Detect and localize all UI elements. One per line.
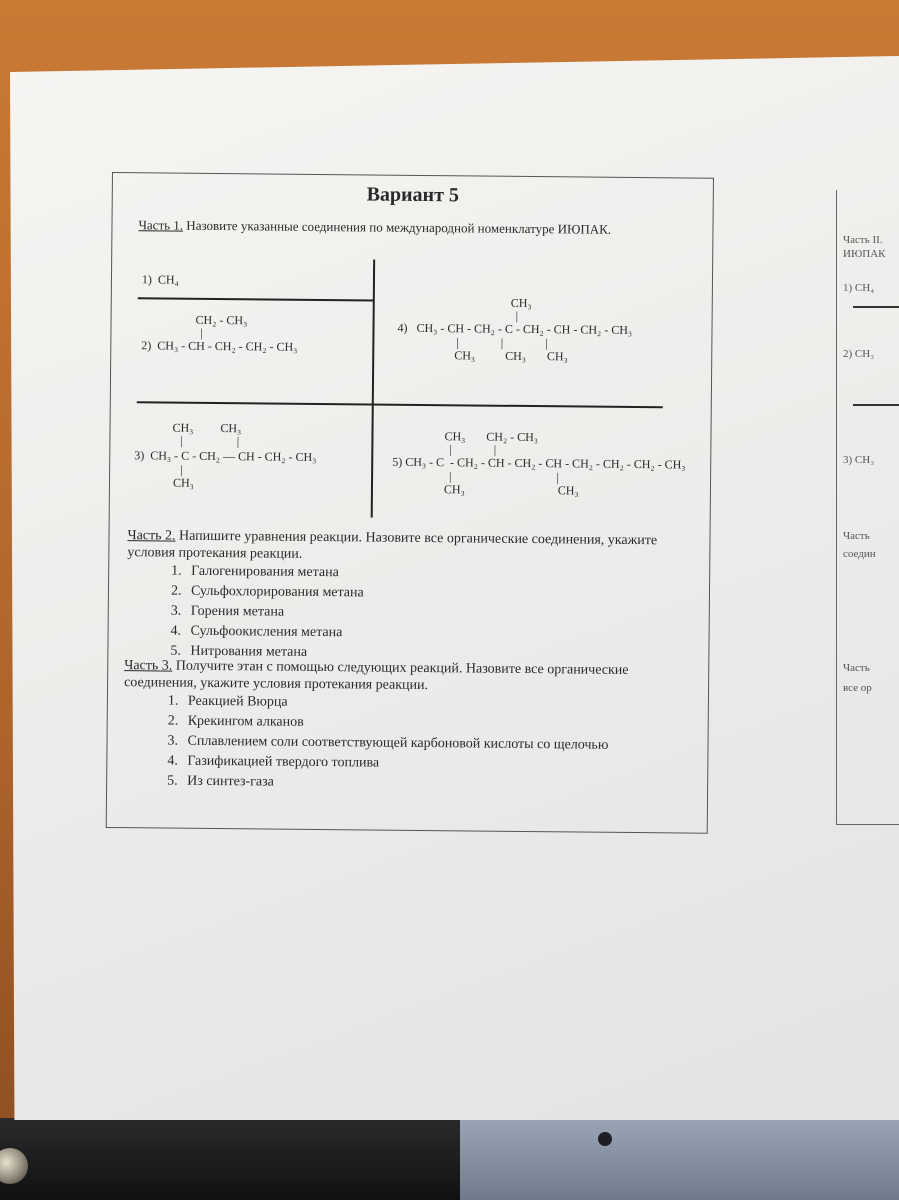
formula-5-bonds-top: | |: [449, 442, 497, 457]
formula-3-bonds-top: | |: [180, 433, 240, 449]
fragment-text: Часть II.: [843, 234, 883, 246]
cloth: [460, 1118, 899, 1200]
formula-5-main: 5) CH₃ - C - CH₂ - CH - CH₂ - CH - CH₂ - CH₂ - CH₂ - CH₃: [392, 454, 686, 472]
formula-4-bottom: CH₃ CH₃ CH₃: [454, 348, 568, 364]
part1-intro: [138, 217, 683, 237]
formula-3-main: 3) CH₃ - C - CH₂ — CH - CH₂ - CH₃: [134, 448, 317, 464]
formula-5-bonds-bottom: | |: [449, 469, 559, 485]
grid-line-2: [137, 401, 663, 408]
formula-4-bond-top: |: [515, 308, 519, 323]
part1-label: Часть 1.: [138, 217, 184, 233]
list-item: 1. Галогенирования метана: [185, 562, 697, 587]
fragment-line: [853, 404, 899, 406]
formula-4-bonds-bottom: | | |: [456, 335, 548, 351]
fragment-text: 3) CH₃: [843, 454, 875, 466]
fragment-text: соедин: [843, 548, 876, 560]
fragment-text: все ор: [843, 682, 872, 694]
variant-title: Вариант 5: [366, 183, 460, 207]
grid-line-1: [138, 297, 374, 301]
formula-4-main: 4) CH₃ - CH - CH₂ - C - CH₂ - CH - CH₂ - CH₃: [397, 320, 633, 337]
worksheet-card: [106, 172, 714, 834]
formula-3-bottom: CH₃: [172, 475, 194, 490]
formula-4-top: CH₃: [510, 295, 532, 311]
fragment-text: ИЮПАК: [843, 248, 886, 260]
fragment-text: Часть: [843, 530, 870, 542]
list-item: 1. Реакцией Вюрца: [182, 692, 699, 717]
fragment-text: 1) CH₄: [843, 282, 875, 294]
formula-2-branch: CH₂ - CH₃: [195, 312, 248, 328]
part2-section: [126, 527, 697, 666]
fragment-text: Часть: [843, 662, 870, 674]
formula-5-bottom: CH₃ CH₃: [443, 482, 579, 498]
part2-text: Напишите уравнения реакции. Назовите все органические соединения, укажите условия протекания реакции.: [127, 528, 658, 562]
part2-list: [126, 561, 697, 666]
list-item: 5. Нитрования метана: [184, 642, 696, 667]
list-item: 5. Из синтез-газа: [181, 772, 698, 797]
list-item: 4. Сульфоокисления метана: [184, 622, 696, 647]
list-item: 4. Газификацией твердого топлива: [181, 752, 698, 777]
list-item: 2. Крекингом алканов: [182, 712, 699, 737]
list-item: 3. Горения метана: [185, 602, 697, 627]
formula-1: 1) CH₄: [141, 272, 179, 287]
part3-label: Часть 3.: [124, 658, 173, 674]
fragment-text: 2) CH₃: [843, 348, 875, 360]
cloth-button: [598, 1132, 612, 1146]
part3-text: Получите этан с помощью следующих реакций. Назовите все органические соединения, укажите условия протекания реакции.: [124, 658, 629, 694]
formula-2-main: 2) CH₃ - CH - CH₂ - CH₂ - CH₃: [141, 338, 298, 354]
list-item: 3. Сплавлением соли соответствующей карбоновой кислоты со щелочью: [181, 732, 698, 757]
formula-5-top: CH₃ CH₂ - CH₃: [444, 429, 539, 445]
part1-text: Назовите указанные соединения по международной номенклатуре ИЮПАК.: [186, 217, 612, 237]
second-worksheet-fragment: [836, 190, 899, 825]
grid-vertical-line: [371, 260, 375, 518]
part3-list: [123, 691, 699, 797]
list-item: 2. Сульфохлорирования метана: [185, 582, 697, 607]
formula-3-top: CH₃ CH₃: [172, 420, 242, 436]
part2-label: Часть 2.: [127, 528, 176, 544]
formula-2-bond: |: [200, 325, 203, 340]
part3-section: [123, 657, 699, 797]
fragment-line: [853, 306, 899, 308]
formula-3-bond-bottom: |: [180, 462, 183, 477]
